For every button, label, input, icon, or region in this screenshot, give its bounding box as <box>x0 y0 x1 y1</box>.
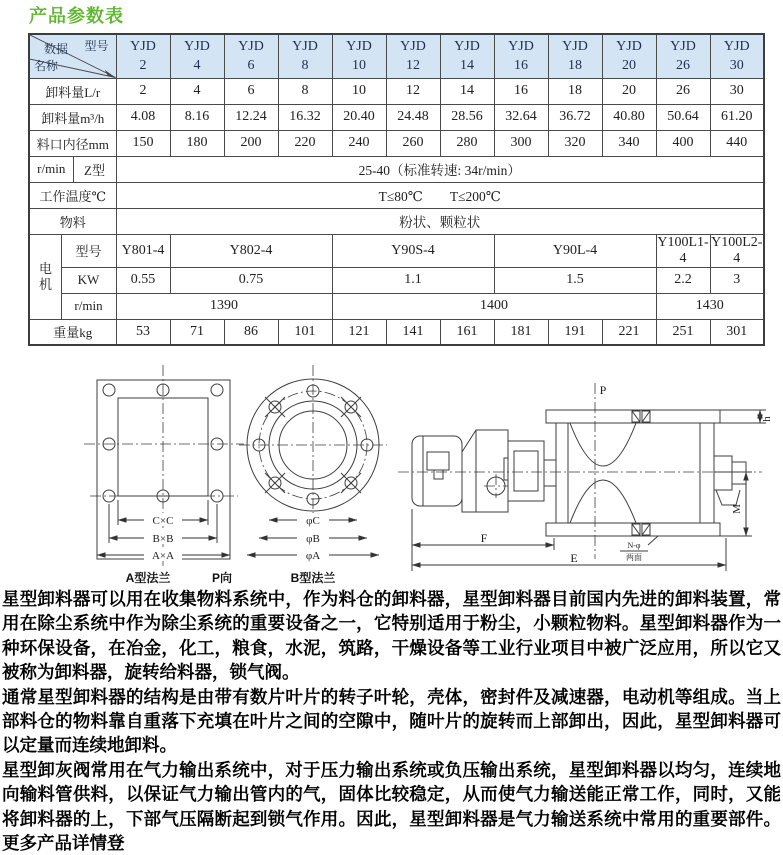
value-cell: 10 <box>332 78 386 104</box>
model-number: 2 <box>139 58 147 74</box>
model-prefix: YJD <box>400 39 426 55</box>
motor-value-cell: 1430 <box>656 293 764 319</box>
value-cell: 280 <box>440 130 494 156</box>
corner-label-name: 名称 <box>34 58 59 73</box>
flange-a-drawing <box>78 357 250 592</box>
model-prefix: YJD <box>616 39 642 55</box>
model-prefix: YJD <box>238 39 264 55</box>
value-cell: 14 <box>440 78 494 104</box>
motor-value-cell: Y100L2-4 <box>711 234 763 266</box>
value-cell: 36.72 <box>548 104 602 130</box>
dim-label-axa: A×A <box>151 550 175 562</box>
dim-label-cxc: C×C <box>152 515 174 527</box>
model-number: 20 <box>622 58 636 74</box>
model-number: 16 <box>514 58 528 74</box>
table-corner-cell <box>29 34 116 78</box>
value-cell: 61.20 <box>710 104 764 130</box>
table-row-motor <box>29 234 764 267</box>
motor-value-cell: 1.1 <box>332 267 494 293</box>
value-cell: 300 <box>494 130 548 156</box>
value-cell: 86 <box>224 319 278 345</box>
model-header-cell <box>494 34 548 78</box>
model-prefix: YJD <box>454 39 480 55</box>
value-cell: 30 <box>710 78 764 104</box>
model-prefix: YJD <box>723 39 750 55</box>
value-cell: 181 <box>494 319 548 345</box>
value-cell: 8 <box>278 78 332 104</box>
row-label: 重量kg <box>29 319 116 345</box>
model-number: 6 <box>247 58 255 74</box>
value-cell: 101 <box>278 319 332 345</box>
flange-a-caption: A型法兰 <box>125 571 171 585</box>
row-label: 卸料量m³/h <box>29 104 116 130</box>
motor-value-cell: Y90S-4 <box>332 234 494 267</box>
dim-label-phi-b: φB <box>306 533 320 545</box>
value-cell: 320 <box>548 130 602 156</box>
value-cell: 141 <box>386 319 440 345</box>
motor-value-cell: Y801-4 <box>116 234 170 267</box>
value-cell: 16.32 <box>278 104 332 130</box>
span-value-cell: T≤80℃ T≤200℃ <box>116 182 764 208</box>
page-title: 产品参数表 <box>29 6 124 26</box>
model-header-cell <box>332 34 386 78</box>
motor-value-cell: 3 <box>710 267 764 293</box>
model-prefix: YJD <box>292 39 318 55</box>
model-prefix: YJD <box>670 39 696 55</box>
gearbox <box>508 441 544 501</box>
model-header-cell <box>170 34 224 78</box>
model-number: 8 <box>301 58 309 74</box>
value-cell: 26 <box>656 78 710 104</box>
motor-value-cell: 2.2 <box>656 267 710 293</box>
value-cell: 301 <box>710 319 764 345</box>
product-parameter-table <box>28 33 765 346</box>
value-cell: 2 <box>116 78 170 104</box>
motor-value-cell: Y802-4 <box>170 234 332 267</box>
value-cell: 6 <box>224 78 278 104</box>
value-cell: 16 <box>494 78 548 104</box>
model-header-cell <box>602 34 656 78</box>
value-cell: 221 <box>602 319 656 345</box>
model-prefix: YJD <box>346 39 372 55</box>
dim-label-e: E <box>570 551 578 565</box>
table-row <box>29 208 764 234</box>
motor-sub-label: KW <box>61 267 116 293</box>
value-cell: 12.24 <box>224 104 278 130</box>
model-number: 14 <box>460 58 474 74</box>
rotor-cavity-upper <box>570 423 636 466</box>
value-cell: 53 <box>116 319 170 345</box>
value-cell: 440 <box>710 130 764 156</box>
corner-label-data: 数据 <box>44 42 69 56</box>
row-label-rpm: r/min <box>29 156 73 182</box>
value-cell: 20.40 <box>332 104 386 130</box>
model-number: 30 <box>729 58 744 74</box>
table-row-motor <box>29 267 764 293</box>
model-number: 12 <box>406 58 420 74</box>
right-end-cover <box>700 423 714 523</box>
paragraph-usage: 星型卸料器可以用在收集物料系统中，作为料仓的卸料器，星型卸料器目前国内先进的卸料装置，常用在除尘系统中作为除尘系统的重要设备之一，它特别适用于粉尘，小颗粒物料。星型卸料器作为一种环保设备，在冶金，化工，粮食，水泥，筑路，干燥设备等工业行业项目中被广泛应用，所以它又被称为卸料器，旋转给料器，锁气阀。 <box>2 589 781 683</box>
value-cell: 260 <box>386 130 440 156</box>
motor-value-cell: 1390 <box>116 293 332 319</box>
bolt-hole <box>211 384 223 396</box>
value-cell: 20 <box>602 78 656 104</box>
span-value-cell: 粉状、颗粒状 <box>116 208 764 234</box>
value-cell: 200 <box>224 130 278 156</box>
dim-label-phi-a: φA <box>305 550 321 562</box>
motor-value-cell: 1.5 <box>494 267 656 293</box>
value-cell: 251 <box>656 319 710 345</box>
model-header-cell <box>440 34 494 78</box>
model-header-cell <box>224 34 278 78</box>
motor-sub-label: r/min <box>61 293 116 319</box>
side-view-drawing <box>396 357 783 592</box>
bolt-note-sides: 两面 <box>626 553 642 562</box>
coupling <box>544 460 556 486</box>
dim-label-phi-c: φC <box>306 515 320 527</box>
corner-label-model: 型号 <box>84 39 109 53</box>
description-text <box>2 587 781 855</box>
value-cell: 50.64 <box>656 104 710 130</box>
value-cell: 32.64 <box>494 104 548 130</box>
dim-label-m: M <box>731 504 743 514</box>
value-cell: 4.08 <box>116 104 170 130</box>
value-cell: 400 <box>656 130 710 156</box>
value-cell: 121 <box>332 319 386 345</box>
table-row <box>29 130 764 156</box>
table-row-motor <box>29 293 764 319</box>
value-cell: 340 <box>602 130 656 156</box>
row-label: 卸料量L/r <box>29 78 116 104</box>
view-direction-label: P向 <box>211 571 233 585</box>
value-cell: 180 <box>170 130 224 156</box>
model-header-cell <box>386 34 440 78</box>
motor-value-cell: Y100L1-4 <box>657 234 709 266</box>
bearing-housing <box>714 456 732 490</box>
value-cell: 71 <box>170 319 224 345</box>
model-number: 4 <box>193 58 201 74</box>
table-header-row <box>29 34 764 78</box>
motor-value-cell: 1400 <box>332 293 656 319</box>
dim-label-bxb: B×B <box>152 533 174 545</box>
model-prefix: YJD <box>184 39 210 55</box>
gear-adapter <box>462 430 508 512</box>
motor-value-cell: Y90L-4 <box>494 234 656 267</box>
rotor-cavity-lower <box>570 480 636 523</box>
row-label: 工作温度℃ <box>29 182 116 208</box>
motor-value-cell: 0.75 <box>170 267 332 293</box>
value-cell: 240 <box>332 130 386 156</box>
model-number: 26 <box>676 58 690 74</box>
flange-b-caption: B型法兰 <box>290 571 336 585</box>
model-header-cell <box>278 34 332 78</box>
bolt-hole <box>103 384 115 396</box>
value-cell: 150 <box>116 130 170 156</box>
row-label-ztype: Z型 <box>73 156 116 182</box>
table-row <box>29 319 764 345</box>
motor-value-cell: 0.55 <box>116 267 170 293</box>
motor-sub-label: 型号 <box>61 234 116 267</box>
value-cell: 161 <box>440 319 494 345</box>
paragraph-structure: 通常星型卸料器的结构是由带有数片叶片的转子叶轮，壳体，密封件及减速器，电动机等组成。当上部料仓的物料靠自重落下充填在叶片之间的空隙中，随叶片的旋转而上部卸出，因此，星型卸料器可以定量而连续地卸料。 <box>2 686 781 756</box>
model-prefix: YJD <box>508 39 534 55</box>
value-cell: 191 <box>548 319 602 345</box>
flange-b-drawing <box>237 357 405 592</box>
model-number: 10 <box>352 58 366 74</box>
value-cell: 18 <box>548 78 602 104</box>
dim-label-h: h <box>761 416 773 422</box>
model-prefix: YJD <box>130 39 156 55</box>
model-header-cell <box>710 34 764 78</box>
motor-group-label: 电机 <box>29 234 61 319</box>
bolt-note-count: N-φ <box>627 541 641 550</box>
value-cell: 12 <box>386 78 440 104</box>
dim-label-f: F <box>480 531 488 545</box>
table-row <box>29 104 764 130</box>
span-value-cell: 25-40（标准转速: 34r/min） <box>116 156 764 182</box>
value-cell: 8.16 <box>170 104 224 130</box>
value-cell: 40.80 <box>602 104 656 130</box>
model-header-cell <box>548 34 602 78</box>
value-cell: 220 <box>278 130 332 156</box>
row-label: 料口内径mm <box>29 130 116 156</box>
dim-label-p: P <box>599 383 607 397</box>
table-row <box>29 182 764 208</box>
model-number: 18 <box>568 58 582 74</box>
value-cell: 28.56 <box>440 104 494 130</box>
motor-terminal-box <box>427 452 449 470</box>
table-row <box>29 78 764 104</box>
model-prefix: YJD <box>562 39 588 55</box>
model-header-cell <box>656 34 710 78</box>
model-header-cell <box>116 34 170 78</box>
motor-body <box>412 436 462 506</box>
value-cell: 4 <box>170 78 224 104</box>
left-end-cover <box>556 423 568 523</box>
paragraph-pneumatic: 星型卸灰阀常用在气力输出系统中，对于压力输出系统或负压输出系统，星型卸料器以均匀，连续地向输料管供料，以保证气力输出管内的气，固体比较稳定，从而使气力输送能正常工作，同时，又能将卸料器的上，下部气压隔断起到锁气作用。因此，星型卸料器是气力输送系统中常用的重要部件。更多产品详情登 <box>2 759 781 854</box>
value-cell: 24.48 <box>386 104 440 130</box>
row-label: 物料 <box>29 208 116 234</box>
table-row-speed <box>29 156 764 182</box>
